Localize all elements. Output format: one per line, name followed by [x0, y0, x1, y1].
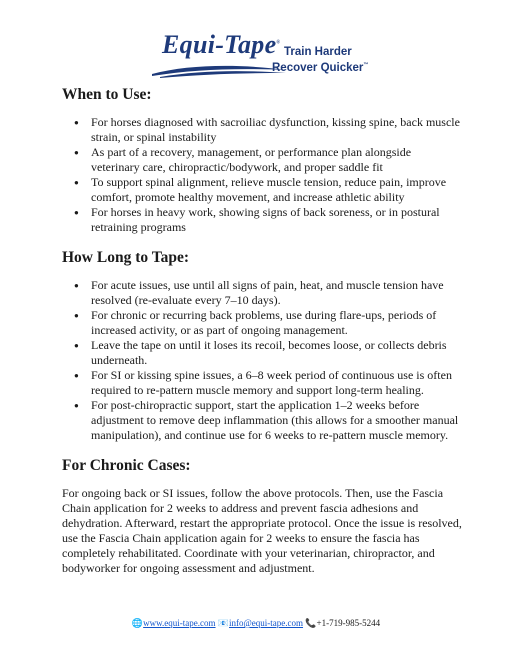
equi-tape-logo: [150, 28, 370, 78]
tagline-line-1: Train Harder: [284, 46, 352, 58]
list-item: ● For post-chiropractic support, start the application 1–2 weeks before adjustment to remove deep inflammation (this allows for a smoother manual manipulation), and continue use for 6 weeks to re-pattern muscle memory.: [91, 398, 462, 443]
list-item: ● Leave the tape on until it loses its recoil, becomes loose, or collects debris underneath.: [91, 338, 462, 368]
how-long-list: [62, 278, 462, 443]
list-item: ● For horses in heavy work, showing signs of back soreness, or in postural retraining programs: [91, 205, 462, 235]
tagline-line-2: Recover Quicker™: [272, 61, 369, 74]
email-icon: 📧: [217, 618, 230, 628]
phone-number: +1-719-985-5244: [316, 618, 381, 628]
website-link[interactable]: www.equi-tape.com: [143, 618, 216, 628]
section-title-chronic-cases: For Chronic Cases:: [62, 457, 191, 474]
email-link[interactable]: info@equi-tape.com: [229, 618, 304, 628]
logo-swoosh-icon: [150, 62, 290, 78]
list-item: ● For acute issues, use until all signs of pain, heat, and muscle tension have resolved (re-evaluate every 7–10 days).: [91, 278, 462, 308]
phone-icon: 📞: [305, 618, 317, 628]
list-item: ● For horses diagnosed with sacroiliac dysfunction, kissing spine, back muscle strain, or spinal instability: [91, 115, 462, 145]
list-item: ● As part of a recovery, management, or performance plan alongside veterinary care, chiropractic/bodywork, and proper saddle fit: [91, 145, 462, 175]
list-item: ● For chronic or recurring back problems, use during flare-ups, periods of increased activity, or as part of ongoing management.: [91, 308, 462, 338]
section-title-how-long: How Long to Tape:: [62, 249, 190, 266]
when-to-use-list: [62, 115, 462, 235]
chronic-cases-paragraph: For ongoing back or SI issues, follow the above protocols. Then, use the Fascia Chain application for 2 weeks to address and prevent fascia adhesions and dehydration. Afterward, restart the appropriate protocol. Once the issue is resolved, use the Fascia Chain application again for 2 weeks to ensure the fascia has completely rehabilitated. Coordinate with your veterinarian, chiropractor, and bodyworker for ongoing assessment and adjustment.: [62, 486, 462, 575]
footer-contact: [0, 618, 512, 629]
list-item: ● To support spinal alignment, relieve muscle tension, reduce pain, improve comfort, promote healthy movement, and increase athletic ability: [91, 175, 462, 205]
logo-brand-text: Equi-Tape®: [162, 30, 281, 59]
section-title-when-to-use: When to Use:: [62, 86, 152, 103]
list-item: ● For SI or kissing spine issues, a 6–8 week period of continuous use is often required to re-pattern muscle memory and support long-term healing.: [91, 368, 462, 398]
logo-tagline: [272, 46, 369, 75]
main-content: [62, 86, 462, 576]
globe-icon: 🌐: [131, 618, 144, 628]
